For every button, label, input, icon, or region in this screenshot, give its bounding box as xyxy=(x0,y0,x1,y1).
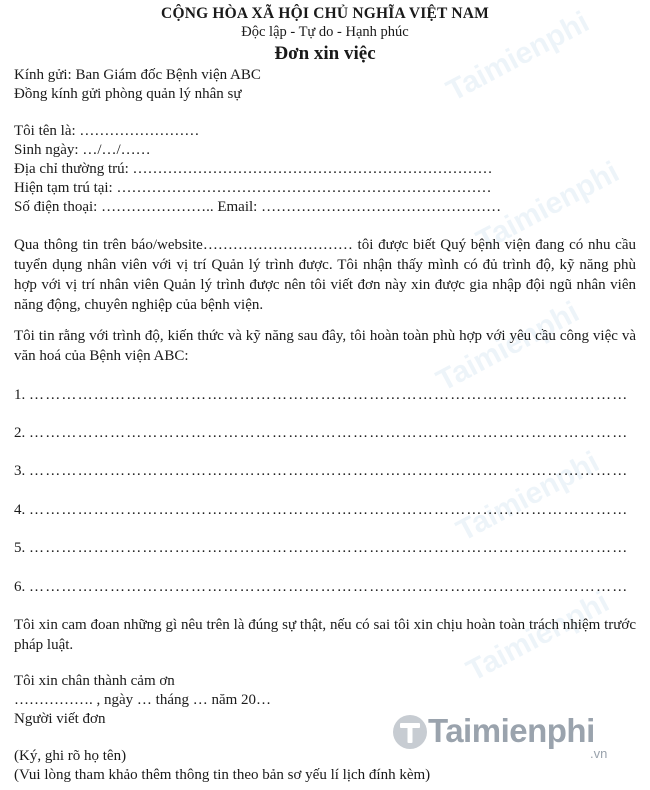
recipient-line: Kính gửi: Ban Giám đốc Bệnh viện ABC xyxy=(14,67,261,83)
national-name: CỘNG HÒA XÃ HỘI CHỦ NGHĨA VIỆT NAM xyxy=(161,5,489,22)
thanks-line: Tôi xin chân thành cảm ơn xyxy=(14,673,175,689)
sign-note: (Ký, ghi rõ họ tên) xyxy=(14,748,127,764)
national-motto: Độc lập - Tự do - Hạnh phúc xyxy=(241,24,409,40)
list-item-number: 3. xyxy=(14,463,26,479)
watermark-text: Taimienphi xyxy=(451,445,605,548)
dob-field: Sinh ngày: …/…/…… xyxy=(14,142,151,158)
phone-email-field: Số điện thoại: ………………….. Email: ………………………………………… xyxy=(14,199,502,215)
list-item: 2. ………………………………………………………………………………………………… xyxy=(14,425,629,441)
name-field: Tôi tên là: …………………… xyxy=(14,123,200,139)
list-item: 5. ………………………………………………………………………………………………… xyxy=(14,540,629,556)
watermark-text: Taimienphi xyxy=(471,155,625,258)
list-item: 1. ………………………………………………………………………………………………… xyxy=(14,387,629,403)
permanent-address-field: Địa chỉ thường trú: ……………………………………………………………… xyxy=(14,161,493,177)
list-item-number: 5. xyxy=(14,540,26,556)
watermark-text: Taimienphi xyxy=(441,5,595,108)
watermark-logo xyxy=(392,704,642,764)
qualifications-paragraph: Tôi tin rằng với trình độ, kiến thức và kỹ năng sau đây, tôi hoàn toàn phù hợp với yêu cầu công việc và văn hoá của Bệnh viện ABC: xyxy=(14,328,636,364)
watermark-text: Taimienphi xyxy=(431,295,585,398)
list-item-number: 4. xyxy=(14,502,26,518)
logo-wordmark: Taimienphi xyxy=(428,712,595,749)
attachment-note: (Vui lòng tham khảo thêm thông tin theo bản sơ yếu lí lịch đính kèm) xyxy=(14,767,431,783)
commitment-paragraph: Tôi xin cam đoan những gì nêu trên là đúng sự thật, nếu có sai tôi xin chịu hoàn toàn trách nhiệm trước pháp luật. xyxy=(14,617,636,653)
list-item-number: 1. xyxy=(14,387,26,403)
list-item: 4. ………………………………………………………………………………………………… xyxy=(14,502,629,518)
date-line: ……………. , ngày … tháng … năm 20… xyxy=(14,692,272,708)
list-item: 6. ………………………………………………………………………………………………… xyxy=(14,579,629,595)
list-item-number: 2. xyxy=(14,425,26,441)
list-item-number: 6. xyxy=(14,579,26,595)
intro-paragraph: Qua thông tin trên báo/website………………………… tôi được biết Quý bệnh viện đang có nhu cầu tuyển dụng nhân viên với vị trí Quản lý trình được. Tôi nhận thấy mình có đủ trình độ, kỹ năng phù hợp với vị trí nhân viên Quản lý trình được nên tôi viết đơn này xin được gia nhập đội ngũ nhân viên năng động, chuyên nghiệp của bệnh viện. xyxy=(14,237,636,313)
document-title: Đơn xin việc xyxy=(274,43,376,64)
list-item: 3. ………………………………………………………………………………………………… xyxy=(14,463,629,479)
watermark-text: Taimienphi xyxy=(461,585,615,688)
logo-mark-icon xyxy=(392,710,432,754)
logo-suffix: .vn xyxy=(590,746,608,761)
cc-line: Đồng kính gửi phòng quản lý nhân sự xyxy=(14,86,242,102)
temporary-address-field: Hiện tạm trú tại: ………………………………………………………………… xyxy=(14,180,492,196)
signer-label: Người viết đơn xyxy=(14,711,106,727)
